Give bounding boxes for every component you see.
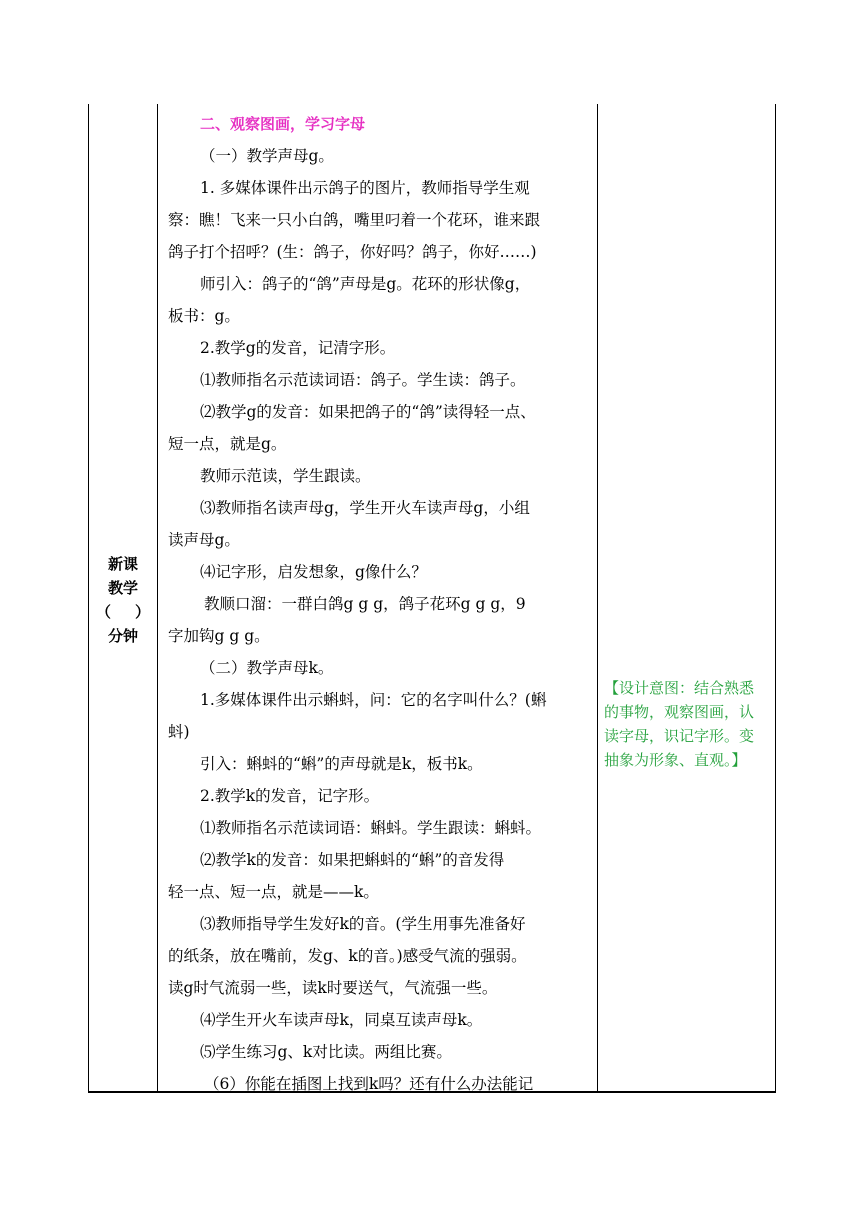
content-line: ⑵教学g的发音：如果把鸽子的“鸽”读得轻一点、 [200,403,536,421]
content-line: 字加钩g g g。 [168,627,270,645]
content-line: 察：瞧！飞来一只小白鸽，嘴里叼着一个花环，谁来跟 [168,211,541,229]
content-line: 蚪) [168,723,190,741]
content-line: 师引入：鸽子的“鸽”声母是g。花环的形状像g， [200,275,531,293]
note-line: 的事物，观察图画，认 [604,703,755,721]
content-line: 教师示范读，学生跟读。 [200,467,371,485]
stage-line-2: 教学 [107,579,138,597]
content-line: 轻一点、短一点，就是——k。 [168,883,379,901]
table-divider-2 [597,104,598,1092]
content-line: 短一点，就是g。 [168,435,287,453]
stage-line-4: 分钟 [107,627,138,645]
note-line: 读字母，识记字形。变 [604,727,755,745]
content-line: （6）你能在插图上找到k吗？还有什么办法能记 [204,1075,534,1093]
content-line: ⑸学生练习g、k对比读。两组比赛。 [200,1043,452,1061]
stage-line-1: 新课 [107,555,138,573]
section-heading: 二、观察图画，学习字母 [200,115,366,133]
content-line: 引入：蝌蚪的“蝌”的声母就是k，板书k。 [200,755,483,773]
content-line: 板书：g。 [168,307,240,325]
content-line: ⑷学生开火车读声母k，同桌互读声母k。 [200,1011,483,1029]
content-line: 1. 多媒体课件出示鸽子的图片，教师指导学生观 [200,179,530,197]
content-line: 2.教学g的发音，记清字形。 [200,339,396,357]
table-border-left [88,104,89,1092]
table-border-right [775,104,776,1092]
stage-cell [96,552,150,648]
content-line: ⑷记字形，启发想象，g像什么？ [200,563,427,581]
stage-paren-right: ） [134,603,150,621]
content-line: ⑶教师指名读声母g，学生开火车读声母g，小组 [200,499,530,517]
stage-paren-row [96,600,150,624]
content-line: 读g时气流弱一些，读k时要送气，气流强一些。 [168,979,498,997]
content-line: ⑶教师指导学生发好k的音。(学生用事先准备好 [200,915,526,933]
content-line: 2.教学k的发音，记字形。 [200,787,380,805]
stage-paren-left: （ [96,603,112,621]
content-line: ⑴教师指名示范读词语：鸽子。学生读：鸽子。 [200,371,526,389]
content-line: ⑴教师指名示范读词语：蝌蚪。学生跟读：蝌蚪。 [200,819,542,837]
content-line: 鸽子打个招呼？(生：鸽子，你好吗？鸽子，你好……) [168,243,537,261]
design-intent-note [604,676,774,772]
content-line: 教顺口溜：一群白鸽g g g，鸽子花环g g g，9 [204,595,526,613]
table-divider-1 [157,104,158,1092]
content-line: ⑵教学k的发音：如果把蝌蚪的“蝌”的音发得 [200,851,505,869]
note-line: 抽象为形象、直观。】 [604,751,747,769]
content-line: （一）教学声母g。 [200,147,334,165]
content-line: 1.多媒体课件出示蝌蚪，问：它的名字叫什么？(蝌 [200,691,547,709]
content-line: 读声母g。 [168,531,240,549]
content-line: 的纸条，放在嘴前，发g、k的音。)感受气流的强弱。 [168,947,527,965]
content-line: （二）教学声母k。 [200,659,334,677]
note-line: 【设计意图：结合熟悉 [604,679,755,697]
